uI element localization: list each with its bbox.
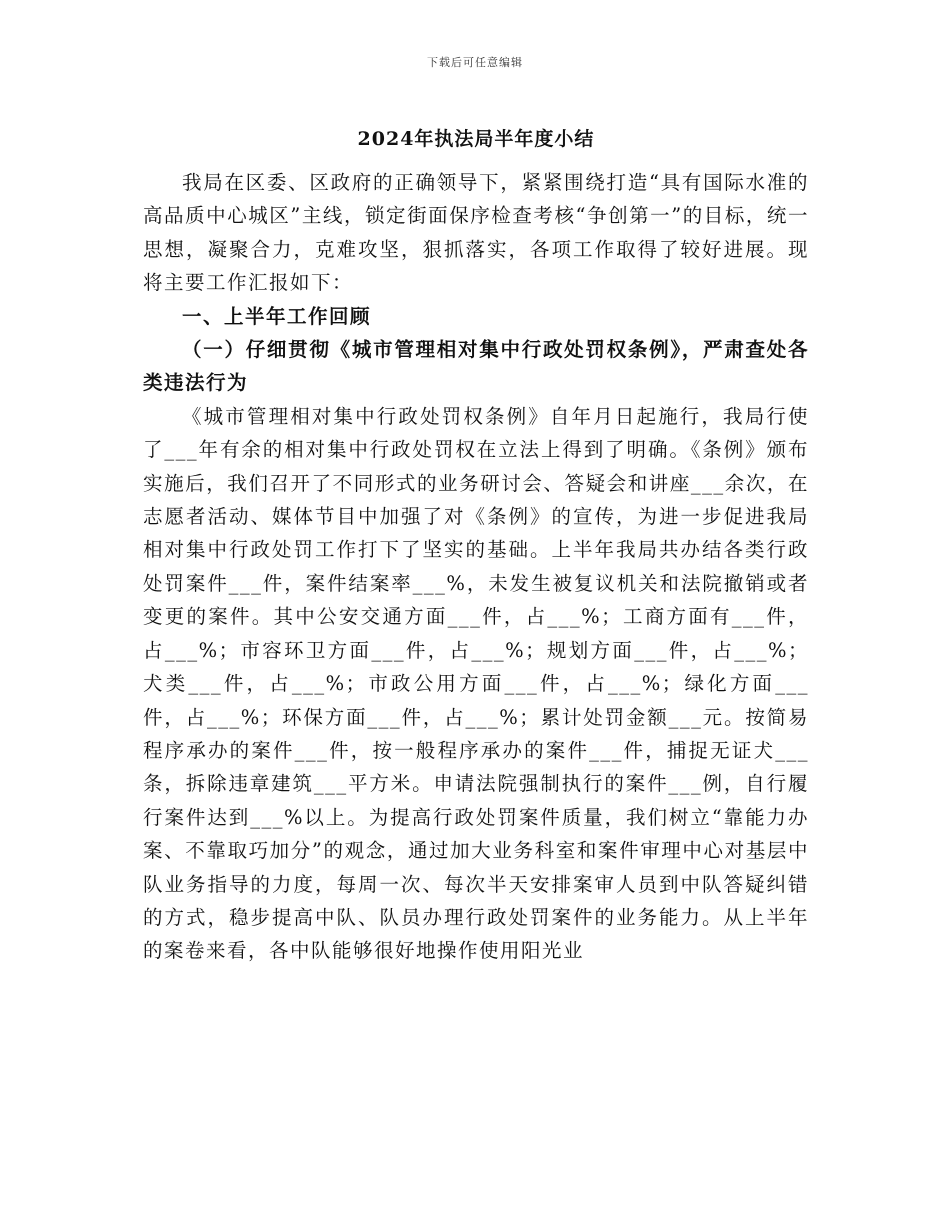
section-heading-1: 一、上半年工作回顾 (182, 304, 372, 328)
subsection-heading-1: （一）仔细贯彻《城市管理相对集中行政处罚权条例》，严肃查处各类违法行为 (143, 338, 809, 395)
document-title: 2024年执法局半年度小结 (357, 128, 595, 150)
body-paragraph: 《城市管理相对集中行政处罚权条例》自年月日起施行，我局行使了___年有余的相对集中行政处罚权在立法上得到了明确。《条例》颁布实施后，我们召开了不同形式的业务研讨会、答疑会和讲座___余次，在志愿者活动、媒体节目中加强了对《条例》的宣传，为进一步促进我局相对集中行政处罚工作打下了坚实的基础。上半年我局共办结各类行政处罚案件___件，案件结案率___%，未发生被复议机关和法院撤销或者变更的案件。其中公安交通方面___件，占___%；工商方面有___件，占___%；市容环卫方面___件，占___%；规划方面___件，占___%；犬类___件，占___%；市政公用方面___件，占___%；绿化方面___件，占___%；环保方面___件，占___%；累计处罚金额___元。按简易程序承办的案件___件，按一般程序承办的案件___件，捕捉无证犬___条，拆除违章建筑___平方米。申请法院强制执行的案件___例，自行履行案件达到___%以上。为提高行政处罚案件质量，我们树立“靠能力办案、不靠取巧加分”的观念，通过加大业务科室和案件审理中心对基层中队业务指导的力度，每周一次、每次半天安排案审人员到中队答疑纠错的方式，稳步提高中队、队员办理行政处罚案件的业务能力。从上半年的案卷来看，各中队能够很好地操作使用阳光业 (143, 404, 809, 963)
intro-paragraph: 我局在区委、区政府的正确领导下，紧紧围绕打造“具有国际水准的高品质中心城区”主线，锁定街面保序检查考核“争创第一”的目标，统一思想，凝聚合力，克难攻坚，狠抓落实，各项工作取得了较好进展。现将主要工作汇报如下： (143, 171, 809, 295)
document-body (143, 124, 809, 968)
header-note: 下载后可任意编辑 (427, 56, 523, 69)
